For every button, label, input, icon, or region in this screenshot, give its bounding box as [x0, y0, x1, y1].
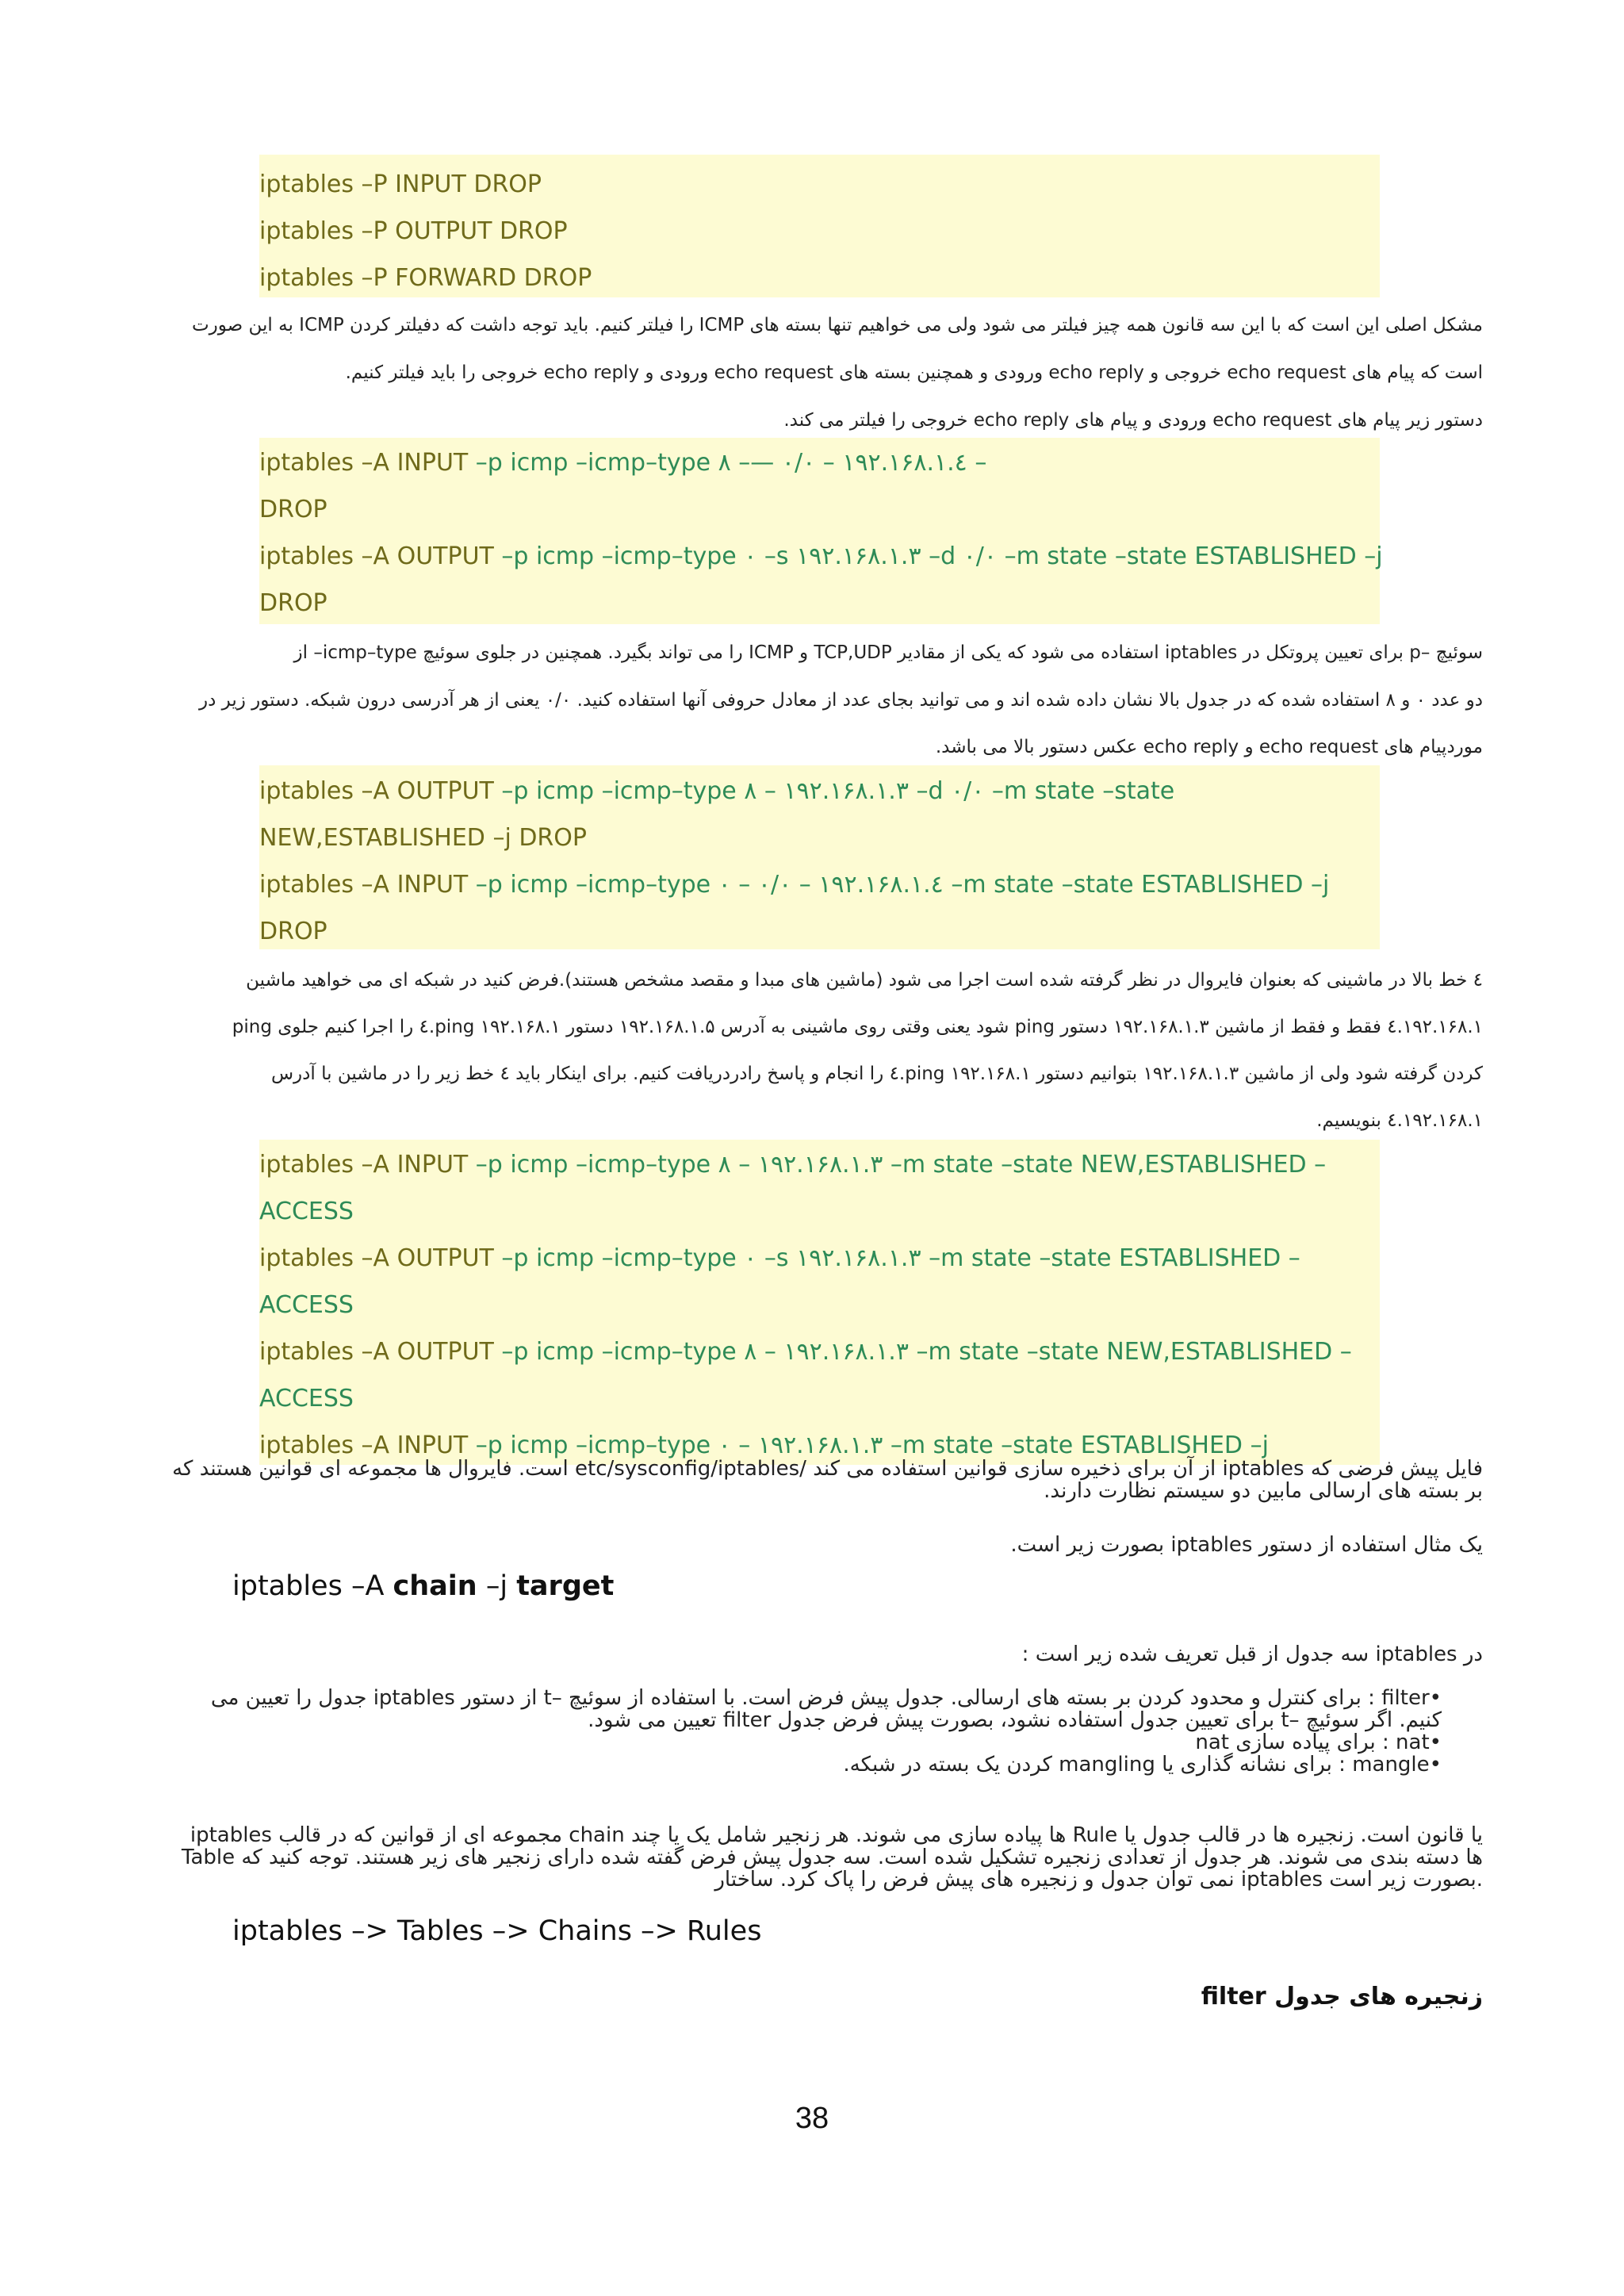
code-line: iptables –P INPUT DROP — [259, 171, 542, 198]
code-line: iptables –A INPUT –p icmp –icmp–type ۸ –— ۰/۰ – ۱۹۲.۱۶۸.۱.٤ – — [259, 449, 987, 477]
code-line: iptables –A INPUT –p icmp –icmp–type ۰ – ۰/۰ – ۱۹۲.۱۶۸.۱.٤ –m state –state ESTABLISHED –j — [259, 871, 1330, 899]
paragraph-line: موردپیام های echo request و echo reply عکس دستور بالا می باشد. — [935, 737, 1483, 757]
code-line: iptables –P OUTPUT DROP — [259, 217, 568, 245]
list-item: •nat : برای پیاده سازی nat — [1195, 1731, 1442, 1754]
code-line: ACCESS — [259, 1385, 354, 1412]
section-heading: زنجیره های جدول filter — [1201, 1983, 1483, 2010]
code-block — [259, 765, 1380, 949]
code-line: DROP — [259, 918, 327, 945]
paragraph-line: ٤ خط بالا در ماشینی که بعنوان فایروال در نظر گرفته شده است اجرا می شود (ماشین های مبدا و مقصد مشخص هستند).فرض کنید در شبکه ای می خواهید ماشین — [246, 970, 1483, 991]
code-block — [259, 1140, 1380, 1465]
code-line: iptables –A OUTPUT –p icmp –icmp–type ۸ – ۱۹۲.۱۶۸.۱.۳ –m state –state NEW,ESTABLISHED – — [259, 1338, 1352, 1366]
code-line: NEW,ESTABLISHED –j DROP — [259, 824, 587, 852]
code-block — [259, 438, 1383, 624]
paragraph-line: سوئیچ –p برای تعیین پروتکل در iptables استفاده می شود که یکی از مقادیر TCP,UDP و ICMP را می تواند بگیرد. همچنین در جلوی سوئیچ icmp–type– از — [293, 642, 1483, 663]
list-item: •mangle : برای نشانه گذاری یا mangling کردن یک بسته در شبکه. — [843, 1753, 1442, 1777]
paragraph: در iptables سه جدول از قبل تعریف شده زیر است : — [1021, 1642, 1483, 1666]
code-block — [259, 155, 1380, 297]
paragraph-line: ۱۹۲.۱۶۸.۱.٤ بنویسیم. — [1316, 1110, 1483, 1131]
paragraph-line: مشکل اصلی این است که با این سه قانون همه چیز فیلتر می شود ولی می خواهیم تنها بسته های ICMP را فیلتر کنیم. باید توجه داشت که دفیلتر کردن ICMP به این صورت — [192, 315, 1483, 335]
code-line: iptables –A OUTPUT –p icmp –icmp–type ۰ –s ۱۹۲.۱۶۸.۱.۳ –m state –state ESTABLISHED – — [259, 1244, 1300, 1272]
paragraph-line: است که پیام های echo request خروجی و echo reply ورودی و همچنین بسته های echo request ورودی و echo reply خروجی را باید فیلتر کنیم. — [345, 362, 1483, 383]
list-item: •filter : برای کنترل و محدود کردن بر بسته های ارسالی. جدول پیش فرض است. با استفاده از سوئیچ –t از دستور iptables جدول را تعیین می کنیم. اگر سوئیچ –t برای تعیین جدول استفاده نشود، بصورت پیش فرض جدول filter تعیین می شود. — [210, 1686, 1442, 1732]
code-line: ACCESS — [259, 1198, 354, 1225]
paragraph: یک مثال استفاده از دستور iptables بصورت زیر است. — [1010, 1533, 1483, 1557]
paragraph: فایل پیش فرضی که iptables از آن برای ذخیره سازی قوانین استفاده می کند /etc/sysconfig/iptables است. فایروال ها مجموعه ای قوانین هستند که بر بسته های ارسالی مابین دو سیستم نظارت دارند. — [172, 1457, 1483, 1503]
command-example: iptables –> Tables –> Chains –> Rules — [232, 1915, 762, 1947]
code-line: ACCESS — [259, 1291, 354, 1319]
code-line: DROP — [259, 589, 327, 617]
code-line: iptables –A INPUT –p icmp –icmp–type ۸ – ۱۹۲.۱۶۸.۱.۳ –m state –state NEW,ESTABLISHED – — [259, 1151, 1327, 1179]
code-line: iptables –P FORWARD DROP — [259, 264, 592, 292]
paragraph-line: دو عدد ۰ و ۸ استفاده شده که در جدول بالا نشان داده شده اند و می توانید بجای عدد از معادل حروفی آنها استفاده کنید. ۰/۰ یعنی از هر آدرسی درون شبکه. دستور زیر در — [199, 690, 1483, 711]
paragraph-line: ۱۹۲.۱۶۸.۱.٤ فقط و فقط از ماشین ۱۹۲.۱۶۸.۱.۳ دستور ping شود یعنی وقتی روی ماشینی به آدرس ۱۹۲.۱۶۸.۱.۵ دستور ping ۱۹۲.۱۶۸.۱.٤ را اجرا کنیم جلوی ping — [232, 1017, 1483, 1037]
command-example: iptables –A chain –j target — [232, 1570, 615, 1602]
paragraph: iptables مجموعه ای از قوانین که در قالب chain ها پیاده سازی می شوند. هر زنجیر شامل یک یا چند Rule یا قانون است. زنجیره ها در قالب جدول یا Table ها دسته بندی می شوند. هر جدول از تعدادی زنجیره تشکیل شده است. سه جدول پیش فرض گفته شده دارای زنجیر های زیر هستند. توجه کنید که نمی توان جدول و زنجیره های پیش فرض را پاک کرد. ساختار iptables بصورت زیر است. — [181, 1823, 1483, 1892]
page-number: 38 — [795, 2102, 829, 2135]
code-line: iptables –A INPUT –p icmp –icmp–type ۰ – ۱۹۲.۱۶۸.۱.۳ –m state –state ESTABLISHED –j — [259, 1432, 1269, 1459]
paragraph-line: دستور زیر پیام های echo request ورودی و پیام های echo reply خروجی را فیلتر می کند. — [783, 410, 1483, 431]
code-line: iptables –A OUTPUT –p icmp –icmp–type ۸ – ۱۹۲.۱۶۸.۱.۳ –d ۰/۰ –m state –state — [259, 777, 1175, 805]
bullet-list — [189, 1687, 1442, 1776]
code-line: iptables –A OUTPUT –p icmp –icmp–type ۰ –s ۱۹۲.۱۶۸.۱.۳ –d ۰/۰ –m state –state ESTABLISHED –j — [259, 542, 1383, 570]
paragraph-line: کردن گرفته شود ولی از ماشین ۱۹۲.۱۶۸.۱.۳ بتوانیم دستور ping ۱۹۲.۱۶۸.۱.٤ را انجام و پاسخ رادردریافت کنیم. برای اینکار باید ٤ خط زیر را در ماشین با آدرس — [270, 1064, 1483, 1084]
code-line: DROP — [259, 496, 327, 523]
